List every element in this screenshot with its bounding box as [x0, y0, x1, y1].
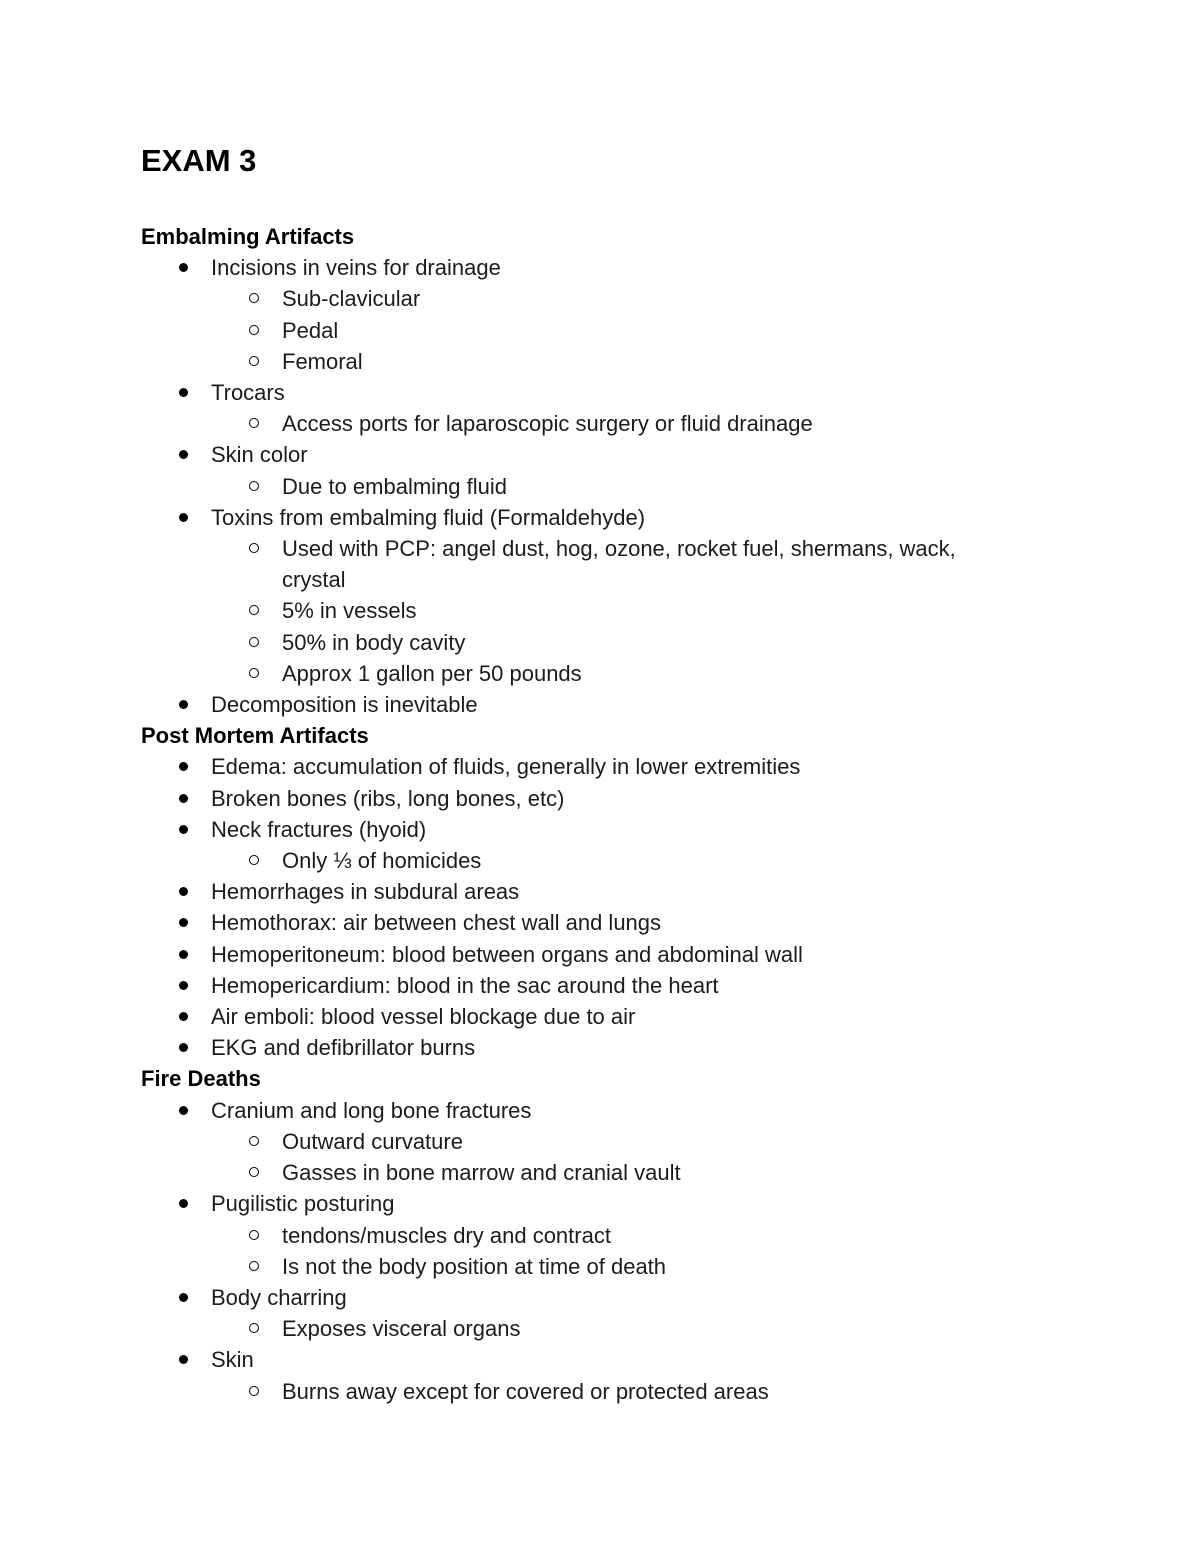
list-item [141, 751, 1101, 782]
sub-list-item [141, 283, 1101, 314]
list-item-text: Body charring [211, 1284, 347, 1310]
bullet-disc-icon [179, 762, 188, 771]
sub-list-item-row [141, 1376, 1002, 1407]
bullet-list [141, 252, 1101, 720]
list-item [141, 939, 1101, 970]
section [141, 1063, 1101, 1406]
section [141, 720, 1101, 1063]
bullet-list [141, 1095, 1101, 1407]
list-item [141, 1032, 1101, 1063]
sub-list-item [141, 1157, 1101, 1188]
sub-bullet-list [141, 533, 1101, 689]
list-item-row [141, 751, 1101, 782]
sub-list-item-row [141, 283, 1002, 314]
list-item-text: Hemorrhages in subdural areas [211, 879, 520, 905]
sub-list-item-text: Exposes visceral organs [282, 1316, 521, 1342]
list-item-row [141, 1032, 1101, 1063]
bullet-circle-icon [249, 1261, 259, 1271]
list-item-text: Broken bones (ribs, long bones, etc) [211, 785, 565, 811]
sub-list-item-row [141, 845, 1002, 876]
sub-list-item-row [141, 658, 1002, 689]
bullet-circle-icon [249, 325, 259, 335]
list-item-row [141, 377, 1101, 408]
sub-list-item [141, 595, 1101, 626]
sub-list-item [141, 408, 1101, 439]
list-item-text: Neck fractures (hyoid) [211, 816, 427, 842]
list-item [141, 783, 1101, 814]
list-item-text: Trocars [211, 380, 285, 406]
list-item-text: Hemopericardium: blood in the sac around the heart [211, 972, 719, 998]
list-item-text: Pugilistic posturing [211, 1191, 395, 1217]
list-item-text: Toxins from embalming fluid (Formaldehyde) [211, 504, 646, 530]
sub-list-item-row [141, 595, 1002, 626]
sub-bullet-list [141, 1313, 1101, 1344]
sub-list-item [141, 346, 1101, 377]
sub-list-item-row [141, 627, 1002, 658]
sub-list-item [141, 1126, 1101, 1157]
bullet-disc-icon [179, 263, 188, 272]
bullet-disc-icon [179, 1043, 188, 1052]
bullet-circle-icon [249, 1167, 259, 1177]
bullet-disc-icon [179, 513, 188, 522]
sub-bullet-list [141, 1220, 1101, 1282]
sub-bullet-list [141, 408, 1101, 439]
list-item [141, 1001, 1101, 1032]
list-item-row [141, 1001, 1101, 1032]
sub-list-item-row [141, 471, 1002, 502]
sub-list-item-text: Due to embalming fluid [282, 473, 508, 499]
sub-bullet-list [141, 1126, 1101, 1188]
bullet-disc-icon [179, 918, 188, 927]
bullet-disc-icon [179, 700, 188, 709]
sub-list-item-text: tendons/muscles dry and contract [282, 1222, 611, 1248]
list-item-row [141, 689, 1101, 720]
bullet-circle-icon [249, 293, 259, 303]
sub-list-item [141, 471, 1101, 502]
bullet-circle-icon [249, 855, 259, 865]
sub-list-item-text: Is not the body position at time of death [282, 1253, 667, 1279]
sub-list-item-row [141, 1313, 1002, 1344]
list-item-text: Air emboli: blood vessel blockage due to air [211, 1004, 636, 1030]
bullet-disc-icon [179, 794, 188, 803]
list-item [141, 1344, 1101, 1406]
list-item-text: Skin color [211, 442, 308, 468]
list-item [141, 1188, 1101, 1282]
bullet-circle-icon [249, 543, 259, 553]
list-item-row [141, 876, 1101, 907]
sub-bullet-list [141, 845, 1101, 876]
list-item-row [141, 814, 1101, 845]
sub-bullet-list [141, 283, 1101, 377]
bullet-disc-icon [179, 388, 188, 397]
sub-list-item-text: 5% in vessels [282, 598, 417, 624]
sub-list-item-text: Pedal [282, 317, 339, 343]
bullet-list [141, 751, 1101, 1063]
bullet-disc-icon [179, 950, 188, 959]
sub-list-item-text: Femoral [282, 348, 363, 374]
sub-list-item-text: Used with PCP: angel dust, hog, ozone, rocket fuel, shermans, wack, crystal [282, 536, 956, 593]
list-item-text: Hemothorax: air between chest wall and lungs [211, 910, 662, 936]
sub-list-item-text: Only ⅓ of homicides [282, 848, 482, 874]
sub-list-item [141, 533, 1101, 595]
list-item-text: Cranium and long bone fractures [211, 1097, 532, 1123]
sub-list-item-text: Sub-clavicular [282, 286, 421, 312]
sub-list-item [141, 1376, 1101, 1407]
section [141, 221, 1101, 720]
sub-list-item-text: Outward curvature [282, 1128, 463, 1154]
list-item [141, 970, 1101, 1001]
sub-list-item [141, 1251, 1101, 1282]
sub-list-item [141, 1220, 1101, 1251]
list-item [141, 1282, 1101, 1344]
sub-list-item-text: 50% in body cavity [282, 629, 466, 655]
sub-list-item [141, 658, 1101, 689]
section-heading: Fire Deaths [141, 1066, 261, 1092]
bullet-circle-icon [249, 418, 259, 428]
section-heading: Post Mortem Artifacts [141, 723, 369, 749]
list-item [141, 252, 1101, 377]
document-page [141, 139, 1101, 1407]
bullet-disc-icon [179, 1199, 188, 1208]
sub-bullet-list [141, 471, 1101, 502]
bullet-circle-icon [249, 605, 259, 615]
list-item-row [141, 939, 1101, 970]
list-item-row [141, 252, 1101, 283]
sub-list-item [141, 845, 1101, 876]
list-item [141, 876, 1101, 907]
bullet-disc-icon [179, 825, 188, 834]
sub-list-item-text: Access ports for laparoscopic surgery or fluid drainage [282, 411, 813, 437]
sub-list-item-text: Gasses in bone marrow and cranial vault [282, 1160, 681, 1186]
bullet-disc-icon [179, 1012, 188, 1021]
list-item [141, 907, 1101, 938]
list-item-row [141, 907, 1101, 938]
list-item-row [141, 1282, 1101, 1313]
list-item-row [141, 783, 1101, 814]
list-item-row [141, 970, 1101, 1001]
sub-list-item [141, 627, 1101, 658]
sub-list-item-row [141, 346, 1002, 377]
sub-list-item [141, 1313, 1101, 1344]
bullet-circle-icon [249, 1386, 259, 1396]
sub-list-item-row [141, 408, 1002, 439]
list-item-row [141, 439, 1101, 470]
list-item [141, 502, 1101, 689]
bullet-disc-icon [179, 1355, 188, 1364]
document-title: EXAM 3 [141, 143, 257, 178]
list-item-text: Incisions in veins for drainage [211, 255, 501, 281]
sub-list-item-text: Burns away except for covered or protected areas [282, 1378, 769, 1404]
bullet-circle-icon [249, 1230, 259, 1240]
bullet-disc-icon [179, 1106, 188, 1115]
sub-list-item [141, 315, 1101, 346]
document-body [141, 221, 1101, 1407]
list-item-row [141, 1344, 1101, 1375]
sub-list-item-row [141, 1220, 1002, 1251]
bullet-circle-icon [249, 1323, 259, 1333]
list-item-text: Skin [211, 1347, 254, 1373]
sub-list-item-row [141, 315, 1002, 346]
list-item [141, 689, 1101, 720]
bullet-disc-icon [179, 981, 188, 990]
bullet-circle-icon [249, 1136, 259, 1146]
sub-list-item-row [141, 1251, 1002, 1282]
list-item [141, 377, 1101, 439]
sub-list-item-text: Approx 1 gallon per 50 pounds [282, 660, 582, 686]
list-item-row [141, 1095, 1101, 1126]
section-heading: Embalming Artifacts [141, 224, 355, 249]
list-item-row [141, 1188, 1101, 1219]
bullet-disc-icon [179, 450, 188, 459]
sub-bullet-list [141, 1376, 1101, 1407]
sub-list-item-row [141, 533, 1002, 595]
list-item-text: Edema: accumulation of fluids, generally in lower extremities [211, 754, 801, 780]
list-item [141, 1095, 1101, 1189]
bullet-circle-icon [249, 668, 259, 678]
list-item [141, 439, 1101, 501]
sub-list-item-row [141, 1126, 1002, 1157]
list-item [141, 814, 1101, 876]
list-item-text: EKG and defibrillator burns [211, 1035, 476, 1061]
list-item-text: Decomposition is inevitable [211, 692, 478, 718]
list-item-text: Hemoperitoneum: blood between organs and abdominal wall [211, 941, 803, 967]
list-item-row [141, 502, 1101, 533]
bullet-disc-icon [179, 887, 188, 896]
bullet-circle-icon [249, 481, 259, 491]
bullet-circle-icon [249, 356, 259, 366]
bullet-disc-icon [179, 1293, 188, 1302]
sub-list-item-row [141, 1157, 1002, 1188]
bullet-circle-icon [249, 637, 259, 647]
